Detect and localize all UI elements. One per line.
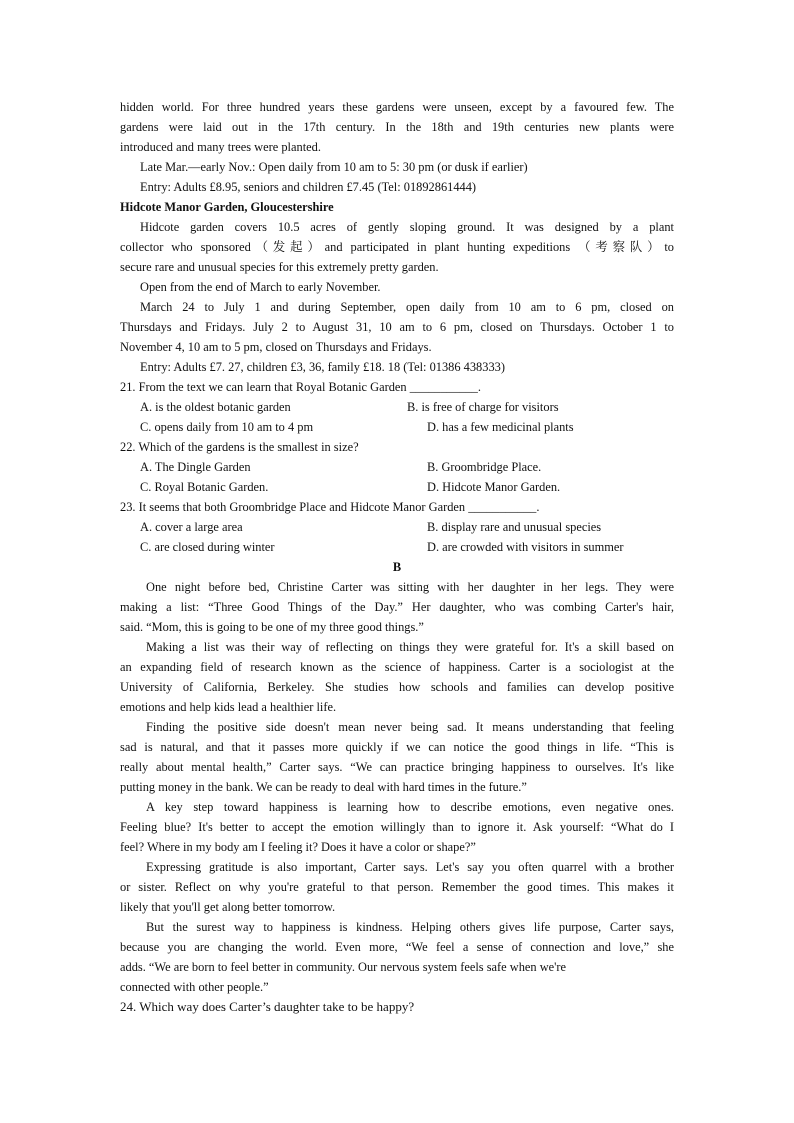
text-line: or sister. Reflect on why you're grateful to that person. Remember the good times. This makes it	[120, 880, 674, 894]
paragraph	[120, 637, 674, 717]
hidcote-open: Open from the end of March to early November.	[140, 280, 381, 294]
text-line: feel? Where in my body am I feeling it? Does it have a color or shape?”	[120, 840, 476, 854]
option-a: A. The Dingle Garden	[140, 460, 251, 474]
option-c: C. Royal Botanic Garden.	[140, 480, 269, 494]
text-line: likely that you'll get along better tomorrow.	[120, 900, 336, 914]
text-line: adds. “We are born to feel better in community. Our nervous system feels safe when we're	[120, 960, 566, 974]
option-row	[120, 477, 674, 497]
option-row	[120, 457, 674, 477]
text-line: making a list: “Three Good Things of the Day.” Her daughter, who was combing Carter's hair,	[120, 600, 674, 614]
hidcote-heading: Hidcote Manor Garden, Gloucestershire	[120, 200, 334, 214]
paragraph	[120, 717, 674, 797]
text-line: Expressing gratitude is also important, Carter says. Let's say you often quarrel with a brother	[146, 860, 674, 874]
text-line: hidden world. For three hundred years these gardens were unseen, except by a favoured few. The	[120, 100, 674, 114]
section-b-label: B	[392, 560, 402, 574]
text-line: sad is natural, and that it passes more quickly if we can notice the good things in life. “This is	[120, 740, 674, 754]
text-line: Hidcote garden covers 10.5 acres of gently sloping ground. It was designed by a plant	[140, 220, 674, 234]
text-line: Finding the positive side doesn't mean never being sad. It means understanding that feeling	[146, 720, 674, 734]
option-c: C. are closed during winter	[140, 540, 275, 554]
text-line: One night before bed, Christine Carter was sitting with her daughter in her legs. They were	[146, 580, 674, 594]
question-24: 24. Which way does Carter’s daughter take to be happy?	[120, 999, 415, 1014]
text-line: secure rare and unusual species for this extremely pretty garden.	[120, 260, 439, 274]
hidcote-schedule	[120, 297, 674, 357]
paragraph	[120, 577, 674, 637]
groombridge-intro	[120, 97, 674, 157]
paragraph	[120, 797, 674, 857]
hidcote-description	[120, 217, 674, 277]
text-line: an expanding field of research known as the science of happiness. Carter is a sociologist at the	[120, 660, 674, 674]
option-d: D. Hidcote Manor Garden.	[427, 480, 561, 494]
option-c: C. opens daily from 10 am to 4 pm	[140, 420, 314, 434]
option-b: B. display rare and unusual species	[427, 520, 602, 534]
option-row	[120, 537, 674, 557]
document-page	[120, 97, 674, 1017]
text-line: November 4, 10 am to 5 pm, closed on Thursdays and Fridays.	[120, 340, 432, 354]
option-a: A. cover a large area	[140, 520, 243, 534]
text-line: But the surest way to happiness is kindness. Helping others gives life purpose, Carter says,	[146, 920, 674, 934]
text-line: introduced and many trees were planted.	[120, 140, 321, 154]
question-stem: 22. Which of the gardens is the smallest in size?	[120, 440, 359, 454]
text-line: connected with other people.”	[120, 980, 269, 994]
hidcote-entry: Entry: Adults £7. 27, children £3, 36, family £18. 18 (Tel: 01386 438333)	[140, 360, 505, 374]
text-line: Thursdays and Fridays. July 2 to August 31, 10 am to 6 pm, closed on Thursdays. October 1 to	[120, 320, 674, 334]
text-line: said. “Mom, this is going to be one of my three good things.”	[120, 620, 424, 634]
text-line: Feeling blue? It's better to accept the emotion willingly than to ignore it. Ask yourself: “What do I	[120, 820, 674, 834]
question-stem: 21. From the text we can learn that Royal Botanic Garden ___________.	[120, 380, 481, 394]
text-line: really about mental health,” Carter says. “We can practice bringing happiness to ourselves. It's like	[120, 760, 674, 774]
text-line: University of California, Berkeley. She studies how schools and families can develop positive	[120, 680, 674, 694]
text-line: collector who sponsored（发起）and participated in plant hunting expeditions （考察队）to	[120, 240, 674, 254]
option-d: D. has a few medicinal plants	[427, 420, 574, 434]
passage-b	[120, 577, 674, 997]
option-a: A. is the oldest botanic garden	[140, 400, 291, 414]
option-row	[120, 417, 674, 437]
text-line: gardens were laid out in the 17th century. In the 18th and 19th centuries new plants were	[120, 120, 674, 134]
text-line: March 24 to July 1 and during September, open daily from 10 am to 6 pm, closed on	[140, 300, 674, 314]
option-b: B. is free of charge for visitors	[407, 400, 559, 414]
text-line: because you are changing the world. Even more, “We feel a sense of connection and love,” she	[120, 940, 674, 954]
option-d: D. are crowded with visitors in summer	[427, 540, 624, 554]
text-line: emotions and help kids lead a healthier life.	[120, 700, 337, 714]
text-line: A key step toward happiness is learning how to describe emotions, even negative ones.	[146, 800, 674, 814]
option-row	[120, 397, 674, 417]
paragraph	[120, 857, 674, 917]
question-22	[120, 437, 674, 497]
option-row	[120, 517, 674, 537]
groombridge-entry: Entry: Adults £8.95, seniors and children £7.45 (Tel: 01892861444)	[140, 180, 477, 194]
text-line: Making a list was their way of reflecting on things they were grateful for. It's a skill based on	[146, 640, 674, 654]
paragraph	[120, 917, 674, 997]
question-21	[120, 377, 674, 437]
question-23	[120, 497, 674, 557]
text-line: putting money in the bank. We can be ready to deal with hard times in the future.”	[120, 780, 527, 794]
groombridge-hours: Late Mar.—early Nov.: Open daily from 10 am to 5: 30 pm (or dusk if earlier)	[140, 160, 528, 174]
option-b: B. Groombridge Place.	[427, 460, 542, 474]
question-stem: 23. It seems that both Groombridge Place and Hidcote Manor Garden ___________.	[120, 500, 540, 514]
